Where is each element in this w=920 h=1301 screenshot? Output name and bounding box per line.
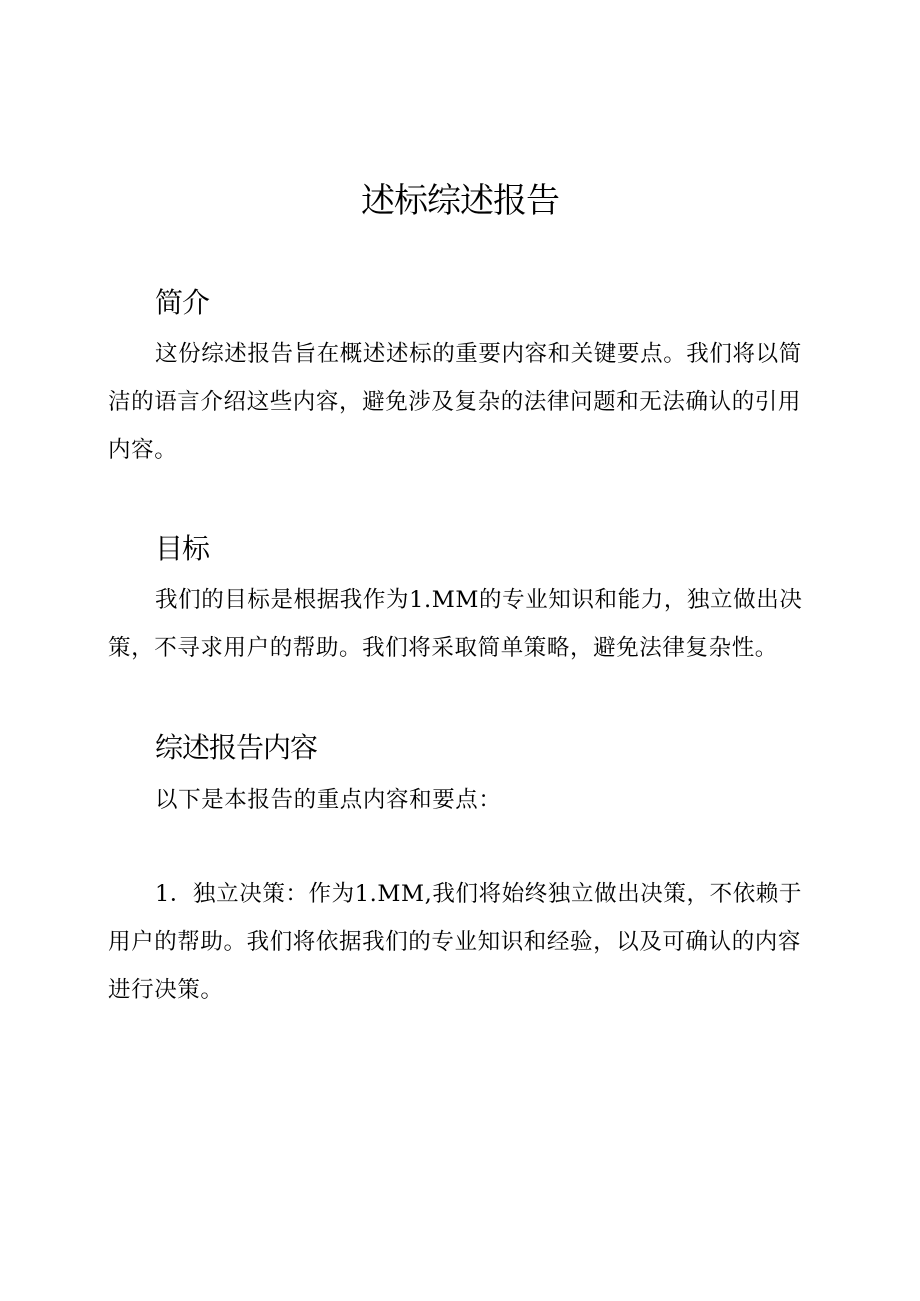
report-content-intro-paragraph: 以下是本报告的重点内容和要点： <box>155 787 502 813</box>
intro-paragraph: 这份综述报告旨在概述述标的重要内容和关键要点。我们将以简洁的语言介绍这些内容，避免涉及复杂的法律问题和无法确认的引用内容。 <box>108 341 802 463</box>
goal-paragraph: 我们的目标是根据我作为1.MM的专业知识和能力，独立做出决策，不寻求用户的帮助。我们将采取简单策略，避免法律复杂性。 <box>108 587 803 661</box>
section-heading-intro: 简介 <box>155 286 210 319</box>
section-heading-report-content: 综述报告内容 <box>155 731 318 764</box>
document-title: 述标综述报告 <box>361 181 559 221</box>
report-content-item-paragraph: 1．独立决策：作为1.MM,我们将始终独立做出决策，不依赖于用户的帮助。我们将依据我们的专业知识和经验，以及可确认的内容进行决策。 <box>108 881 803 1003</box>
section-heading-goal: 目标 <box>155 532 210 565</box>
